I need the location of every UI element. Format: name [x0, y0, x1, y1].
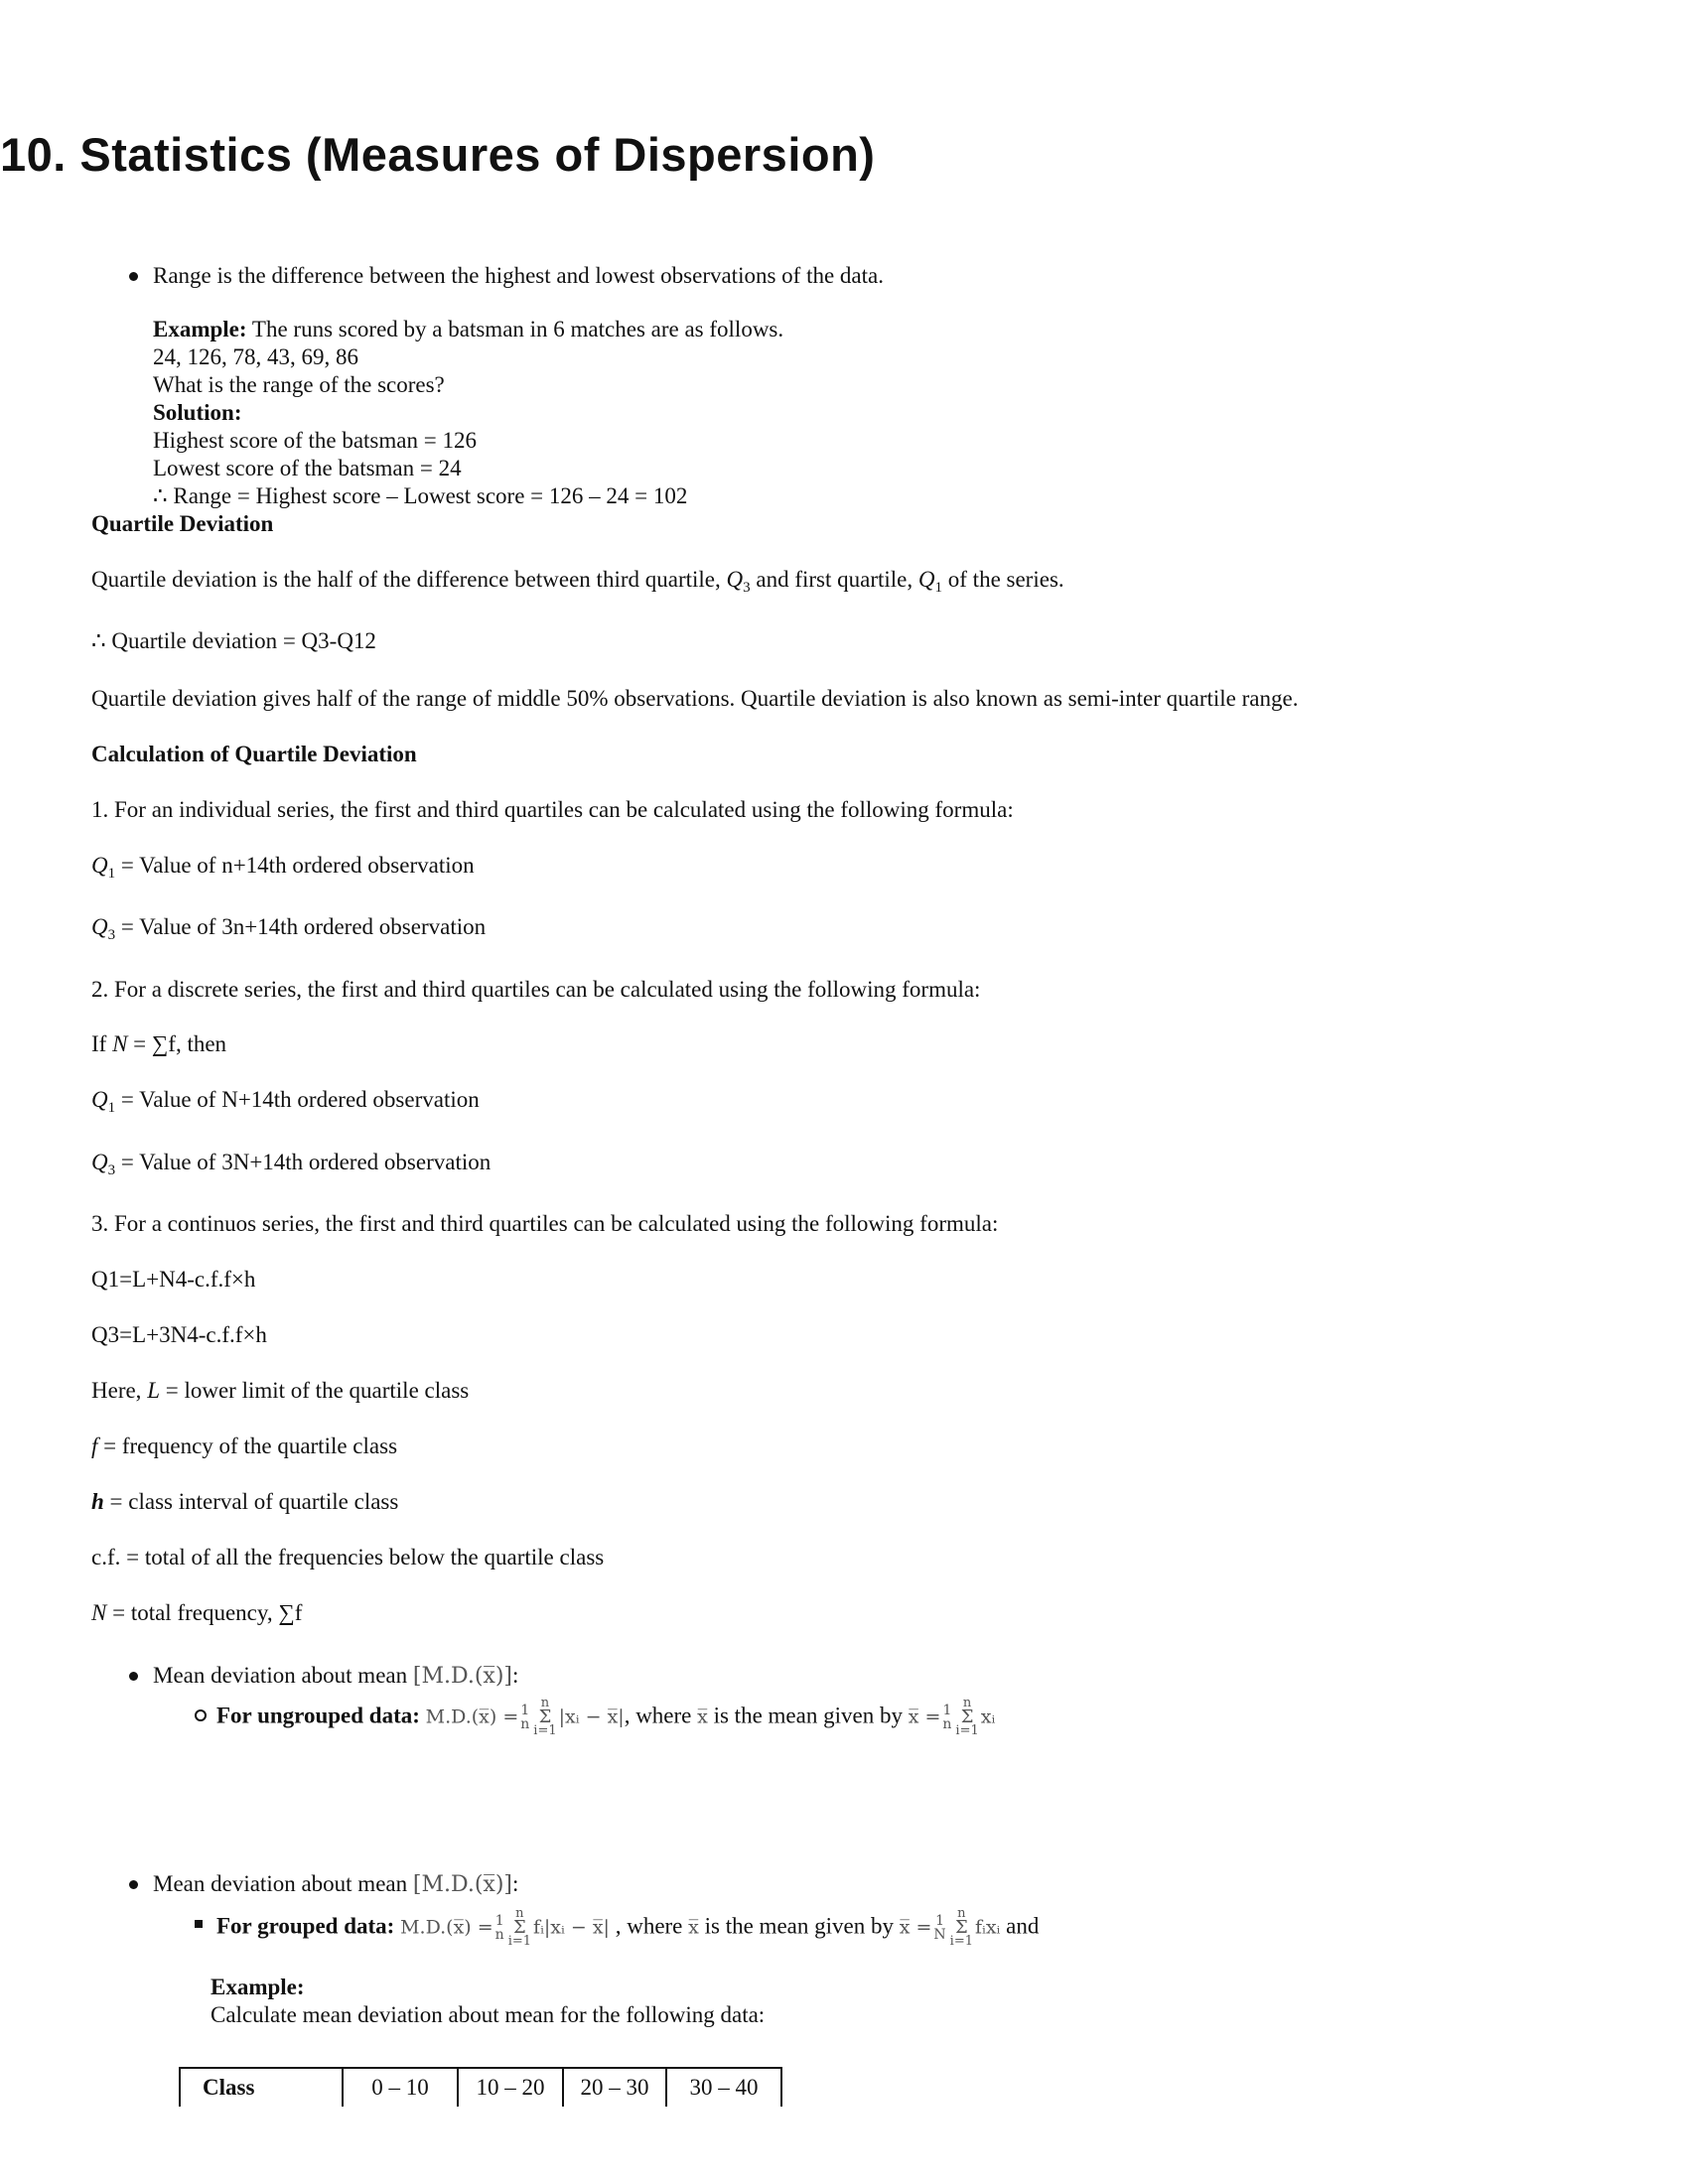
mean-lhs: x̅ = — [908, 1706, 941, 1728]
discrete-condition — [91, 1030, 226, 1058]
sum-upper: n — [540, 1696, 550, 1710]
colon: : — [511, 1871, 519, 1896]
subscript: 1 — [934, 580, 943, 596]
table-cell: 30 – 40 — [666, 2068, 781, 2107]
mean-deviation-bullet — [153, 1662, 518, 1691]
text: = class interval of quartile class — [103, 1489, 399, 1514]
table-cell: 0 – 10 — [343, 2068, 458, 2107]
mean-lhs: x̅ = — [899, 1916, 932, 1939]
text: of the series. — [942, 567, 1064, 592]
ungrouped-formula-line — [216, 1698, 995, 1737]
class-frequency-table — [179, 2067, 782, 2107]
text: and — [1000, 1913, 1040, 1939]
sum-upper: n — [962, 1696, 972, 1710]
grouped-formula-line — [216, 1908, 1039, 1948]
text: Mean deviation about mean — [153, 1663, 413, 1688]
text: = total frequency, ∑f — [106, 1600, 303, 1625]
numerator: 1 — [520, 1703, 530, 1718]
discrete-q3 — [91, 1149, 491, 1184]
example-text: The runs scored by a batsman in 6 matches are as follows. — [246, 317, 784, 341]
mean-body: fᵢxᵢ — [974, 1916, 1001, 1939]
md-expression: [M.D.(x̅)] — [412, 1872, 512, 1897]
fraction — [495, 1914, 504, 1942]
section-heading-quartile-deviation: Quartile Deviation — [91, 511, 274, 536]
text: = Value of 3n+14th ordered observation — [115, 914, 487, 939]
text: = lower limit of the quartile class — [159, 1378, 470, 1403]
denominator: n — [942, 1716, 952, 1732]
formula-lhs: M.D.(x̅) = — [425, 1706, 519, 1728]
xbar-symbol: x̅ — [688, 1916, 699, 1939]
individual-q1 — [91, 852, 475, 887]
circle-bullet-icon — [195, 1709, 207, 1721]
table-header-class: Class — [180, 2068, 343, 2107]
subscript: 3 — [107, 927, 116, 943]
text: = Value of N+14th ordered observation — [115, 1087, 480, 1112]
text: = ∑f, then — [127, 1031, 227, 1056]
mean-deviation-bullet-2 — [153, 1870, 518, 1899]
bullet-icon — [129, 1672, 138, 1681]
example-label: Example: — [211, 1975, 305, 1999]
text: , where — [609, 1913, 689, 1939]
subscript: 3 — [743, 580, 751, 596]
numerator: 1 — [935, 1913, 944, 1929]
text: and first quartile, — [750, 567, 918, 592]
lowest-score: Lowest score of the batsman = 24 — [153, 456, 462, 480]
q1-symbol: Q — [917, 567, 935, 592]
l-symbol: L — [147, 1378, 160, 1403]
numerator: 1 — [494, 1913, 504, 1929]
text: Mean deviation about mean — [153, 1871, 413, 1896]
continuous-series-intro: 3. For a continuos series, the first and third quartiles can be calculated using the following formula: — [91, 1211, 999, 1236]
text: = frequency of the quartile class — [97, 1433, 398, 1458]
range-data: 24, 126, 78, 43, 69, 86 — [153, 344, 358, 369]
formula-lhs: M.D.(x̅) = — [400, 1916, 493, 1939]
n-symbol: N — [91, 1600, 107, 1625]
range-definition: Range is the difference between the highest and lowest observations of the data. — [153, 263, 884, 288]
discrete-q1 — [91, 1086, 480, 1122]
f-symbol: f — [91, 1433, 98, 1458]
text: If — [91, 1031, 113, 1056]
summation — [533, 1698, 556, 1737]
formula-body: fᵢ|xᵢ − x̅| — [533, 1916, 610, 1939]
subscript: 1 — [107, 1100, 116, 1116]
example-text: Calculate mean deviation about mean for the following data: — [211, 2002, 766, 2027]
fraction — [520, 1704, 529, 1731]
n-symbol: N — [112, 1031, 128, 1056]
text: is the mean given by — [698, 1913, 900, 1939]
solution-label: Solution: — [153, 400, 242, 425]
individual-q3 — [91, 913, 486, 949]
denominator: N — [933, 1927, 946, 1943]
text: Here, — [91, 1378, 148, 1403]
sum-lower: i=1 — [507, 1934, 532, 1949]
table-cell: 20 – 30 — [563, 2068, 666, 2107]
individual-series-intro: 1. For an individual series, the first and third quartiles can be calculated using the following formula: — [91, 797, 1014, 822]
definition-L — [91, 1377, 469, 1405]
text: is the mean given by — [707, 1703, 909, 1728]
text: = Value of n+14th ordered observation — [115, 853, 475, 878]
highest-score: Highest score of the batsman = 126 — [153, 428, 477, 453]
definition-h — [91, 1488, 398, 1516]
summation — [508, 1908, 531, 1948]
q3-symbol: Q — [91, 1150, 108, 1174]
h-symbol: h — [91, 1489, 104, 1514]
text: = Value of 3N+14th ordered observation — [115, 1150, 492, 1174]
colon: : — [511, 1663, 519, 1688]
sum-lower: i=1 — [949, 1934, 973, 1949]
q1-symbol: Q — [91, 853, 108, 878]
example-label: Example: — [153, 317, 247, 341]
xbar-symbol: x̅ — [697, 1706, 708, 1728]
subscript: 3 — [107, 1162, 116, 1178]
sum-lower: i=1 — [533, 1723, 557, 1738]
denominator: n — [520, 1716, 530, 1732]
grouped-label: For grouped data: — [216, 1913, 395, 1939]
q3-symbol: Q — [726, 567, 744, 592]
sum-upper: n — [515, 1906, 524, 1921]
numerator: 1 — [942, 1703, 952, 1718]
quartile-formula: ∴ Quartile deviation = Q3-Q12 — [91, 628, 376, 653]
text: Quartile deviation is the half of the difference between third quartile, — [91, 567, 727, 592]
range-question: What is the range of the scores? — [153, 372, 445, 397]
fraction — [933, 1914, 945, 1942]
q3-symbol: Q — [91, 914, 108, 939]
sigma-icon: Σ — [954, 1917, 968, 1938]
summation — [950, 1908, 973, 1948]
discrete-series-intro: 2. For a discrete series, the first and third quartiles can be calculated using the following formula: — [91, 977, 981, 1002]
range-result: ∴ Range = Highest score – Lowest score = 126 – 24 = 102 — [153, 483, 688, 508]
sigma-icon: Σ — [960, 1706, 974, 1727]
subscript: 1 — [107, 866, 116, 882]
section-heading-calculation: Calculation of Quartile Deviation — [91, 742, 417, 766]
table-cell: 10 – 20 — [458, 2068, 563, 2107]
sigma-icon: Σ — [513, 1917, 526, 1938]
fraction — [942, 1704, 951, 1731]
md-expression: [M.D.(x̅)] — [412, 1664, 512, 1689]
formula-body: |xᵢ − x̅| — [558, 1706, 625, 1728]
sum-lower: i=1 — [955, 1723, 979, 1738]
bullet-icon — [129, 272, 138, 281]
quartile-note: Quartile deviation gives half of the range of middle 50% observations. Quartile deviation is also known as semi-inter quartile range. — [91, 686, 1299, 711]
bullet-icon — [129, 1880, 138, 1889]
page-title: 10. Statistics (Measures of Dispersion) — [0, 128, 876, 181]
q1-symbol: Q — [91, 1087, 108, 1112]
quartile-definition — [91, 566, 1064, 602]
table-row — [180, 2068, 781, 2107]
range-example-line — [153, 316, 783, 343]
sigma-icon: Σ — [538, 1706, 552, 1727]
sum-upper: n — [957, 1906, 966, 1921]
summation — [955, 1698, 978, 1737]
definition-f — [91, 1433, 397, 1460]
denominator: n — [494, 1927, 504, 1943]
definition-N — [91, 1599, 302, 1627]
mean-body: xᵢ — [980, 1706, 996, 1728]
text: , where — [624, 1703, 698, 1728]
definition-cf: c.f. = total of all the frequencies below the quartile class — [91, 1545, 605, 1570]
square-bullet-icon — [195, 1920, 203, 1928]
ungrouped-label: For ungrouped data: — [216, 1703, 420, 1728]
continuous-q3-formula: Q3=L+3N4-c.f.f×h — [91, 1322, 267, 1347]
continuous-q1-formula: Q1=L+N4-c.f.f×h — [91, 1267, 256, 1292]
